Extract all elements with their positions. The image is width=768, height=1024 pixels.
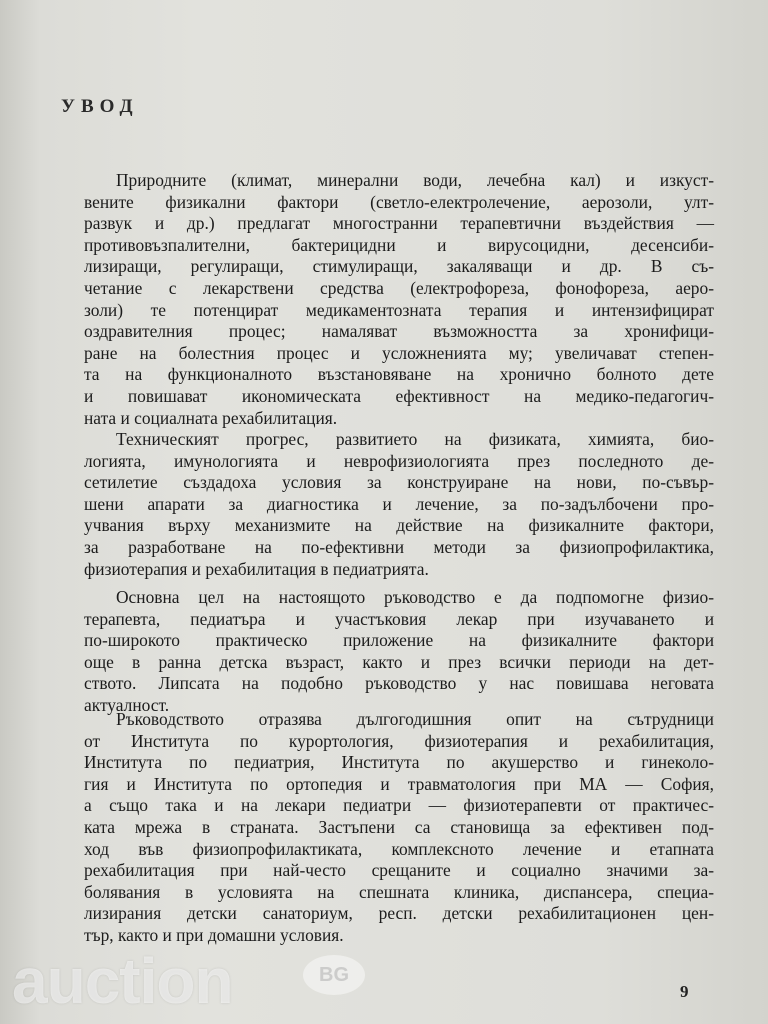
- text-line: физиотерапия и рехабилитация в педиатрията.: [84, 558, 429, 579]
- paragraph-2: [84, 429, 714, 580]
- text-line: четание с лекарствени средства (електрофореза, фонофореза, аеро-: [84, 277, 714, 298]
- text-line: ход във физиопрофилактиката, комплексното лечение и етапната: [84, 838, 714, 859]
- text-line: актуалност.: [84, 694, 170, 715]
- text-line: Основна цел на настоящото ръководство е да подпомогне физио-: [116, 587, 714, 607]
- text-line: болявания в условията на спешната клиника, диспансера, специа-: [84, 881, 714, 902]
- paragraph-3: [84, 587, 714, 717]
- text-line: учвания върху механизмите на действие на физикалните фактори,: [84, 515, 714, 536]
- page-number: 9: [680, 982, 689, 1001]
- text-line: ката мрежа в страната. Застъпени са становища за ефективен под-: [84, 816, 714, 837]
- text-line: по-широкото практическо приложение на физикалните фактори: [84, 630, 714, 651]
- text-line: та на функционалното възстановяване на хронично болното дете: [84, 364, 714, 385]
- text-line: сетилетие създадоха условия за конструиране на нови, по-съвър-: [84, 472, 714, 493]
- section-heading: УВОД: [61, 96, 139, 117]
- watermark-text: auction: [12, 945, 233, 1017]
- text-line: ството. Липсата на подобно ръководство у нас повишава неговата: [84, 673, 714, 694]
- text-line: Техническият прогрес, развитието на физиката, химията, био-: [116, 429, 714, 449]
- text-line: за разработване на по-ефективни методи за физиопрофилактика,: [84, 536, 714, 557]
- text-line: от Института по курортология, физиотерапия и рехабилитация,: [84, 730, 714, 751]
- text-line: рехабилитация при най-често срещаните и социално значими за-: [84, 860, 714, 881]
- text-line: а също така и на лекари педиатри — физиотерапевти от практичес-: [84, 795, 714, 816]
- text-line: логията, имунологията и неврофизиологията през последното де-: [84, 450, 714, 471]
- text-line: шени апарати за диагностика и лечение, за по-задълбочени про-: [84, 493, 714, 514]
- text-line: Ръководството отразява дългогодишния опит на сътрудници: [116, 709, 714, 729]
- text-line: гия и Института по ортопедия и травматология при МА — София,: [84, 773, 714, 794]
- text-line: противовъзпалителни, бактерицидни и вирусоцидни, десенсиби-: [84, 234, 714, 255]
- watermark-badge: BG: [303, 955, 365, 995]
- text-line: оздравителния процес; намаляват възможността за хронифици-: [84, 321, 714, 342]
- text-line: Института по педиатрия, Института по акушерство и гинеколо-: [84, 752, 714, 773]
- text-line: още в ранна детска възраст, както и през всички периоди на дет-: [84, 651, 714, 672]
- paragraph-1: [84, 170, 714, 429]
- text-line: золи) те потенцират медикаментозната терапия и интензифицират: [84, 299, 714, 320]
- text-line: и повишават икономическата ефективност на медико-педагогич-: [84, 385, 714, 406]
- text-line: тър, както и при домашни условия.: [84, 924, 344, 945]
- paragraph-4: [84, 709, 714, 947]
- text-line: ната и социалната рехабилитация.: [84, 407, 338, 428]
- text-line: ране на болестния процес и усложненията му; увеличават степен-: [84, 342, 714, 363]
- text-line: лизирания детски санаториум, респ. детски рехабилитационен цен-: [84, 903, 714, 924]
- text-line: развук и др.) предлагат многостранни терапевтични въздействия —: [84, 213, 714, 234]
- text-line: терапевта, педиатъра и участъковия лекар при изучаването и: [84, 608, 714, 629]
- text-line: Природните (климат, минерални води, лечебна кал) и изкуст-: [116, 170, 714, 190]
- text-line: лизиращи, регулиращи, стимулиращи, закаляващи и др. В съ-: [84, 256, 714, 277]
- text-line: вените физикални фактори (светло-електролечение, аерозоли, улт-: [84, 191, 714, 212]
